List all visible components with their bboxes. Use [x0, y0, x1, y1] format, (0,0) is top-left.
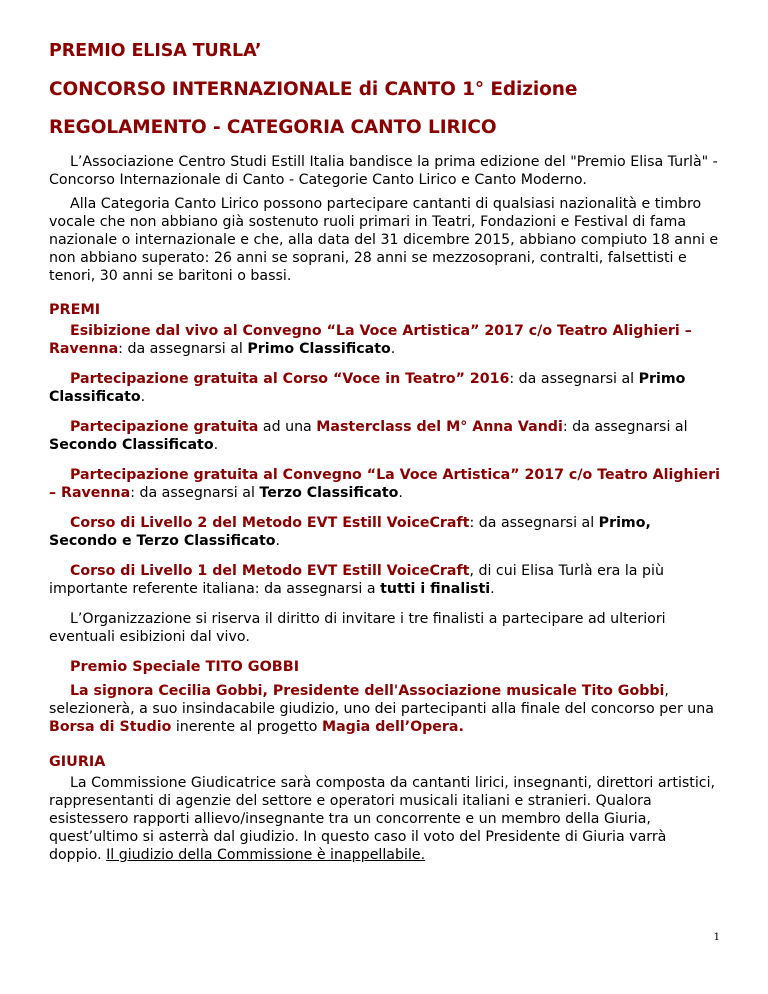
special-prize-project: Magia dell’Opera.: [321, 719, 464, 735]
giuria-final-statement: Il giudizio della Commissione è inappellabile.: [106, 847, 426, 863]
special-prize-text-2: inerente al progetto: [171, 719, 322, 735]
prize-5: [49, 514, 721, 550]
giuria-heading: GIURIA: [49, 754, 106, 770]
organization-note: L’Organizzazione si riserva il diritto di invitare i tre finalisti a partecipare ad ulteriori eventuali esibizioni dal vivo.: [49, 611, 666, 645]
intro-paragraph-1: L’Associazione Centro Studi Estill Italia bandisce la prima edizione del "Premio Elisa Turlà" - Concorso Internazionale di Canto - Categorie Canto Lirico e Canto Moderno.: [49, 154, 718, 188]
prize-2-text: : da assegnarsi al: [509, 371, 639, 387]
prize-1-text: : da assegnarsi al: [118, 341, 248, 357]
document-content: [49, 40, 721, 864]
page-number: 1: [713, 932, 720, 943]
prize-3-text-2: : da assegnarsi al: [562, 419, 688, 435]
prize-5-winner: Primo, Secondo e Terzo Classificato: [49, 515, 651, 549]
prize-2-title: Partecipazione gratuita al Corso “Voce in Teatro” 2016: [70, 371, 510, 387]
title-concorso: CONCORSO INTERNAZIONALE di CANTO 1° Edizione: [49, 79, 578, 100]
prize-3-text: ad una: [258, 419, 317, 435]
special-prize-paragraph: [49, 682, 721, 736]
prize-2: [49, 370, 721, 406]
premi-heading: PREMI: [49, 302, 101, 318]
special-prize-scholarship: Borsa di Studio: [49, 719, 172, 735]
prize-6: [49, 562, 721, 598]
prize-1-title: Esibizione dal vivo al Convegno “La Voce Artistica” 2017 c/o Teatro Alighieri – Ravenna: [49, 323, 692, 357]
prize-2-end: .: [140, 389, 146, 405]
prize-3: [49, 418, 721, 454]
prize-2-winner: Primo Classificato: [49, 371, 686, 405]
prize-4-winner: Terzo Classificato: [259, 485, 399, 501]
prize-5-text: : da assegnarsi al: [469, 515, 599, 531]
prize-6-text: , di cui Elisa Turlà era la più importante referente italiana: da assegnarsi a: [49, 563, 664, 597]
prize-6-title: Corso di Livello 1 del Metodo EVT Estill VoiceCraft: [70, 563, 470, 579]
prize-4: [49, 466, 721, 502]
giuria-paragraph: [49, 774, 721, 864]
prize-1-end: .: [390, 341, 396, 357]
prize-3-title: Partecipazione gratuita: [70, 419, 259, 435]
title-premio: PREMIO ELISA TURLA’: [49, 41, 262, 61]
special-prize-text: , selezionerà, a suo insindacabile giudizio, uno dei partecipanti alla finale del concorso per una: [49, 683, 714, 717]
prize-6-end: .: [490, 581, 495, 597]
title-regolamento: REGOLAMENTO - CATEGORIA CANTO LIRICO: [49, 117, 497, 138]
prize-4-title: Partecipazione gratuita al Convegno “La Voce Artistica” 2017 c/o Teatro Alighieri – Ravenna: [49, 467, 720, 501]
prize-3-end: .: [213, 437, 219, 453]
prize-4-text: : da assegnarsi al: [130, 485, 260, 501]
giuria-text: La Commissione Giudicatrice sarà composta da cantanti lirici, insegnanti, direttori artistici, rappresentanti di agenzie del settore e operatori musicali italiani e stranieri. Qualora esistessero rapporti allievo/insegnante tra un concorrente e un membro della Giuria, quest’ultimo si asterrà dal giudizio. In questo caso il voto del Presidente di Giuria varrà doppio.: [49, 775, 716, 863]
special-prize-president: La signora Cecilia Gobbi, Presidente dell'Associazione musicale Tito Gobbi: [70, 683, 665, 699]
prize-1-winner: Primo Classificato: [247, 341, 391, 357]
prize-4-end: .: [398, 485, 403, 501]
special-prize-heading: Premio Speciale TITO GOBBI: [70, 659, 300, 675]
prize-3-masterclass: Masterclass del M° Anna Vandi: [316, 419, 563, 435]
prize-6-winner: tutti i finalisti: [380, 581, 491, 597]
prize-3-winner: Secondo Classificato: [49, 437, 214, 453]
prize-5-title: Corso di Livello 2 del Metodo EVT Estill VoiceCraft: [70, 515, 470, 531]
prize-1: [49, 322, 721, 358]
prize-5-end: .: [275, 533, 281, 549]
intro-paragraph-2: Alla Categoria Canto Lirico possono partecipare cantanti di qualsiasi nazionalità e timbro vocale che non abbiano già sostenuto ruoli primari in Teatri, Fondazioni e Festival di fama nazionale o internazionale e che, alla data del 31 dicembre 2015, abbiano compiuto 18 anni e non abbiano superato: 26 anni se soprani, 28 anni se mezzosoprani, contralti, falsettisti e tenori, 30 anni se baritoni o bassi.: [49, 196, 719, 284]
